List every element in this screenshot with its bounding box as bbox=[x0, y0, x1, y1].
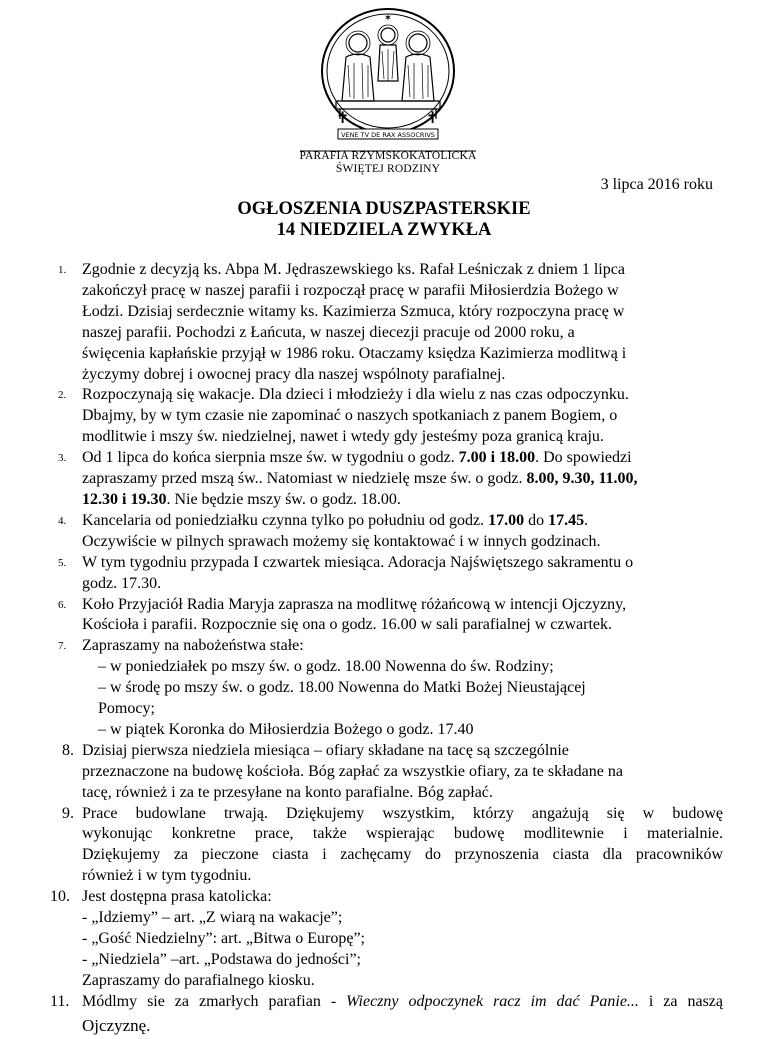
list-item bbox=[50, 992, 723, 1039]
parish-name-line2: ŚWIĘTEJ RODZINY bbox=[335, 163, 441, 175]
list-item bbox=[58, 448, 723, 511]
item-number: 6. bbox=[58, 598, 67, 611]
item-number: 8. bbox=[62, 741, 74, 759]
item-line: Jest dostępna prasa katolicka: bbox=[82, 888, 272, 906]
item-number: 4. bbox=[58, 514, 67, 527]
item-number: 2. bbox=[58, 389, 67, 402]
list-item bbox=[58, 511, 723, 553]
item-line: zapraszamy przed mszą św.. Natomiast w niedzielę msze św. o godz. 8.00, 9.30, 11.00, bbox=[82, 470, 638, 488]
item-line: Kancelaria od poniedziałku czynna tylko po południu od godz. 17.00 do 17.45. bbox=[82, 511, 589, 529]
item-line: Zapraszamy do parafialnego kiosku. bbox=[82, 971, 315, 989]
item-number: 7. bbox=[58, 640, 67, 653]
item-line: przeznaczone na budowę kościoła. Bóg zapłać za wszystkie ofiary, za te składane na bbox=[82, 762, 623, 780]
item-line: Ojczyznę. bbox=[82, 1015, 151, 1035]
item-line: Dziękujemy za pieczone ciasta i zachęcamy do przynoszenia ciasta dla pracowników bbox=[82, 846, 723, 864]
item-subline: - „Gość Niedzielny”: art. „Bitwa o Europę”; bbox=[82, 930, 365, 947]
item-line: godz. 17.30. bbox=[82, 574, 162, 592]
parish-logo-holy-family-icon bbox=[300, 5, 476, 155]
announcements-list bbox=[50, 260, 723, 1039]
item-number: 1. bbox=[58, 264, 67, 276]
logo-motto-text: VENE TV DE RAX ASSOCRIVS bbox=[341, 131, 435, 139]
item-line: wykonując konkretne prace, także wspierając budowę modlitewnie i materialnie. bbox=[82, 825, 723, 843]
list-item bbox=[50, 887, 723, 992]
list-item bbox=[58, 741, 723, 804]
svg-text:✶: ✶ bbox=[383, 13, 393, 24]
item-subline: – w środę po mszy św. o godz. 18.00 Nowenna do Matki Bożej Nieustającej bbox=[98, 679, 586, 697]
svg-text:✝: ✝ bbox=[336, 108, 350, 127]
item-line: modlitwie i mszy św. niedzielnej, nawet i wtedy gdy jesteśmy poza granicą kraju. bbox=[82, 428, 604, 446]
list-item bbox=[58, 636, 723, 741]
item-line: Rozpoczynają się wakacje. Dla dzieci i młodzieży i dla wielu z nas czas odpoczynku. bbox=[82, 386, 629, 404]
list-item bbox=[58, 804, 723, 888]
list-item bbox=[58, 595, 723, 637]
item-line: zakończył pracę w naszej parafii i rozpoczął pracę w parafii Miłosierdzia Bożego w bbox=[82, 281, 619, 299]
item-line: życzymy dobrej i owocnej pracy dla naszej wspólnoty parafialnej. bbox=[82, 365, 506, 383]
page-title: OGŁOSZENIA DUSZPASTERSKIE bbox=[237, 199, 531, 219]
item-line: 12.30 i 19.30. Nie będzie mszy św. o godz. 18.00. bbox=[82, 490, 401, 508]
item-subline: Pomocy; bbox=[98, 700, 155, 718]
item-line: również i w tym tygodniu. bbox=[82, 867, 252, 885]
item-number: 10. bbox=[50, 888, 70, 906]
parish-name-line1: PARAFIA RZYMSKOKATOLICKA bbox=[299, 150, 477, 162]
list-item bbox=[58, 260, 723, 385]
item-subline: – w piątek Koronka do Miłosierdzia Bożego o godz. 17.40 bbox=[98, 720, 474, 738]
item-line: Oczywiście w pilnych sprawach możemy się kontaktować i w innych godzinach. bbox=[82, 532, 601, 550]
item-number: 9. bbox=[62, 804, 74, 822]
item-line: Dzisiaj pierwsza niedziela miesiąca – ofiary składane na tacę są szczególnie bbox=[82, 741, 569, 759]
page-subtitle: 14 NIEDZIELA ZWYKŁA bbox=[276, 220, 492, 240]
item-subline: - „Niedziela” –art. „Podstawa do jedności”; bbox=[82, 950, 361, 968]
item-line: Kościoła i parafii. Rozpocznie się ona o godz. 16.00 w sali parafialnej w czwartek. bbox=[82, 616, 613, 634]
item-line: naszej parafii. Pochodzi z Łańcuta, w naszej diecezji pracuje od 2000 roku, a bbox=[82, 323, 575, 341]
item-line: Zapraszamy na nabożeństwa stałe: bbox=[82, 637, 304, 655]
item-line: Módlmy sie za zmarłych parafian - Wieczny odpoczynek racz im dać Panie... i za naszą bbox=[82, 992, 723, 1010]
item-line: Koło Przyjaciół Radia Maryja zaprasza na modlitwę różańcową w intencji Ojczyzny, bbox=[82, 595, 627, 613]
item-line: Od 1 lipca do końca sierpnia msze św. w tygodniu o godz. 7.00 i 18.00. Do spowiedzi bbox=[82, 449, 632, 467]
item-line: święcenia kapłańskie przyjął w 1986 roku. Otaczamy księdza Kazimierza modlitwą i bbox=[82, 344, 627, 362]
list-item bbox=[58, 553, 723, 595]
list-item bbox=[58, 385, 723, 448]
item-number: 3. bbox=[58, 452, 67, 465]
svg-text:✝: ✝ bbox=[426, 108, 440, 127]
item-number: 11. bbox=[50, 992, 70, 1010]
item-line: Zgodnie z decyzją ks. Abpa M. Jędraszewskiego ks. Rafał Leśniczak z dniem 1 lipca bbox=[82, 261, 625, 278]
item-subline: - „Idziemy” – art. „Z wiarą na wakacje”; bbox=[82, 909, 343, 927]
item-number: 5. bbox=[58, 556, 67, 569]
item-line: Łodzi. Dzisiaj serdecznie witamy ks. Kazimierza Szmuca, który rozpoczyna pracę w bbox=[82, 302, 625, 320]
item-line: Dbajmy, by w tym czasie nie zapominać o naszych spotkaniach z panem Bogiem, o bbox=[82, 407, 618, 425]
item-line: tacę, również i za te przesyłane na konto parafialne. Bóg zapłać. bbox=[82, 783, 493, 801]
announcement-date: 3 lipca 2016 roku bbox=[600, 176, 713, 193]
item-line: Prace budowlane trwają. Dziękujemy wszystkim, którzy angażują się w budowę bbox=[82, 804, 723, 822]
item-subline: – w poniedziałek po mszy św. o godz. 18.00 Nowenna do św. Rodziny; bbox=[98, 658, 554, 676]
item-line: W tym tygodniu przypada I czwartek miesiąca. Adoracja Najświętszego sakramentu o bbox=[82, 553, 634, 571]
